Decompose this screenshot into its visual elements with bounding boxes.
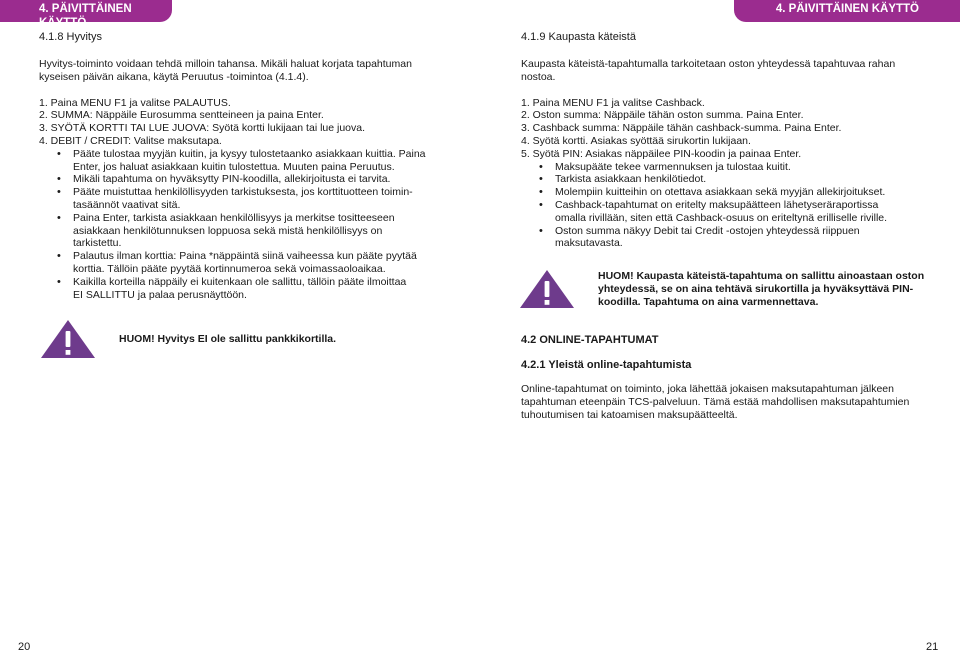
step-item: 1. Paina MENU F1 ja valitse PALAUTUS. bbox=[39, 96, 231, 109]
bullet-item: • Tarkista asiakkaan henkilötiedot. bbox=[555, 173, 921, 186]
section-title-kaupasta-kateista: 4.1.9 Kaupasta käteistä bbox=[521, 31, 636, 43]
header-right: 4. PÄIVITTÄINEN KÄYTTÖ bbox=[734, 0, 960, 22]
step-item: 4. DEBIT / CREDIT: Valitse maksutapa. bbox=[39, 134, 222, 147]
left-warning-text: HUOM! Hyvitys EI ole sallittu pankkikortilla. bbox=[119, 333, 337, 345]
bullet-item: • Oston summa näkyy Debit tai Credit -ostojen yhteydessä riippuen maksutavasta. bbox=[555, 225, 921, 251]
right-page bbox=[521, 30, 921, 250]
warning-icon bbox=[40, 319, 96, 359]
bullet-item: • Maksupääte tekee varmennuksen ja tulostaa kuitit. bbox=[555, 161, 921, 174]
step-item: 5. Syötä PIN: Asiakas näppäilee PIN-koodin ja painaa Enter. bbox=[521, 147, 802, 160]
right-bullets bbox=[521, 161, 921, 251]
bullet-item: • Kaikilla korteilla näppäily ei kuitenkaan ole sallittu, tällöin pääte ilmoittaa EI SALLITTU ja palaa perusnäyttöön. bbox=[73, 276, 439, 302]
left-steps bbox=[39, 97, 439, 148]
bullet-item: • Mikäli tapahtuma on hyväksytty PIN-koodilla, allekirjoitusta ei tarvita. bbox=[73, 173, 439, 186]
left-page bbox=[39, 30, 439, 301]
bullet-item: • Cashback-tapahtumat on eritelty maksupäätteen lähetyseräraportissa omalla rivillään, siten että Cashback-osuus on eriteltynä erilliselle riville. bbox=[555, 199, 921, 225]
section-title-online-tapahtumat: 4.2 ONLINE-TAPAHTUMAT bbox=[521, 334, 659, 346]
bullet-item: • Pääte muistuttaa henkilöllisyyden tarkistuksesta, jos korttituotteen toimin- tasäännöt vaativat sitä. bbox=[73, 186, 439, 212]
right-steps bbox=[521, 97, 921, 161]
left-bullets bbox=[39, 148, 439, 302]
section-title-hyvitys: 4.1.8 Hyvitys bbox=[39, 31, 102, 43]
step-item: 2. SUMMA: Näppäile Eurosumma sentteineen ja paina Enter. bbox=[39, 109, 324, 122]
bullet-item: • Paina Enter, tarkista asiakkaan henkilöllisyys ja merkitse tositteeseen asiakkaan henkilötunnuksen loppuosa sekä mistä henkilöllisyys on tarkistettu. bbox=[73, 212, 439, 250]
step-item: 2. Oston summa: Näppäile tähän oston summa. Paina Enter. bbox=[521, 109, 804, 122]
step-item: 3. SYÖTÄ KORTTI TAI LUE JUOVA: Syötä kortti lukijaan tai lue juova. bbox=[39, 122, 366, 135]
section-title-yleista-online: 4.2.1 Yleistä online-tapahtumista bbox=[521, 359, 692, 371]
online-paragraph: Online-tapahtumat on toiminto, joka lähettää jokaisen maksutapahtuman jälkeen tapahtuman eteenpäin TCS-palveluun. Tämä estää mahdollisen maksutapahtumien tuhoutumisen tai katoamisen maksupäätteeltä. bbox=[521, 383, 910, 421]
header-left: 4. PÄIVITTÄINEN KÄYTTÖ bbox=[0, 0, 172, 22]
page-number-left: 20 bbox=[18, 641, 31, 653]
bullet-item: • Molempiin kuitteihin on otettava asiakkaan sekä myyjän allekirjoitukset. bbox=[555, 186, 921, 199]
left-intro: Hyvitys-toiminto voidaan tehdä milloin tahansa. Mikäli haluat korjata tapahtuman kyseisen päivän aikana, käytä Peruutus -toimintoa (4.1.4). bbox=[39, 58, 412, 83]
bullet-item: • Palautus ilman korttia: Paina *näppäintä siinä vaiheessa kun pääte pyytää korttia. Tällöin pääte pyytää kortinnumeroa sekä voimassaoloaikaa. bbox=[73, 250, 439, 276]
step-item: 1. Paina MENU F1 ja valitse Cashback. bbox=[521, 96, 705, 109]
bullet-item: • Pääte tulostaa myyjän kuitin, ja kysyy tulostetaanko asiakkaan kuittia. Paina Enter, jos haluat asiakkaan kuitin tulostettua. Muuten paina Peruutus. bbox=[73, 148, 439, 174]
page-number-right: 21 bbox=[926, 641, 939, 653]
warning-icon bbox=[519, 269, 575, 309]
right-warning-text: HUOM! Kaupasta käteistä-tapahtuma on sallittu ainoastaan oston yhteydessä, se on aina tehtävä sirukortilla ja hyväksyttävä PIN- koodilla. Tapahtuma on aina varmennettava. bbox=[598, 270, 925, 308]
right-intro: Kaupasta käteistä-tapahtumalla tarkoitetaan oston yhteydessä tapahtuvaa rahan nostoa. bbox=[521, 58, 896, 83]
step-item: 3. Cashback summa: Näppäile tähän cashback-summa. Paina Enter. bbox=[521, 122, 842, 135]
step-item: 4. Syötä kortti. Asiakas syöttää sirukortin lukijaan. bbox=[521, 134, 751, 147]
